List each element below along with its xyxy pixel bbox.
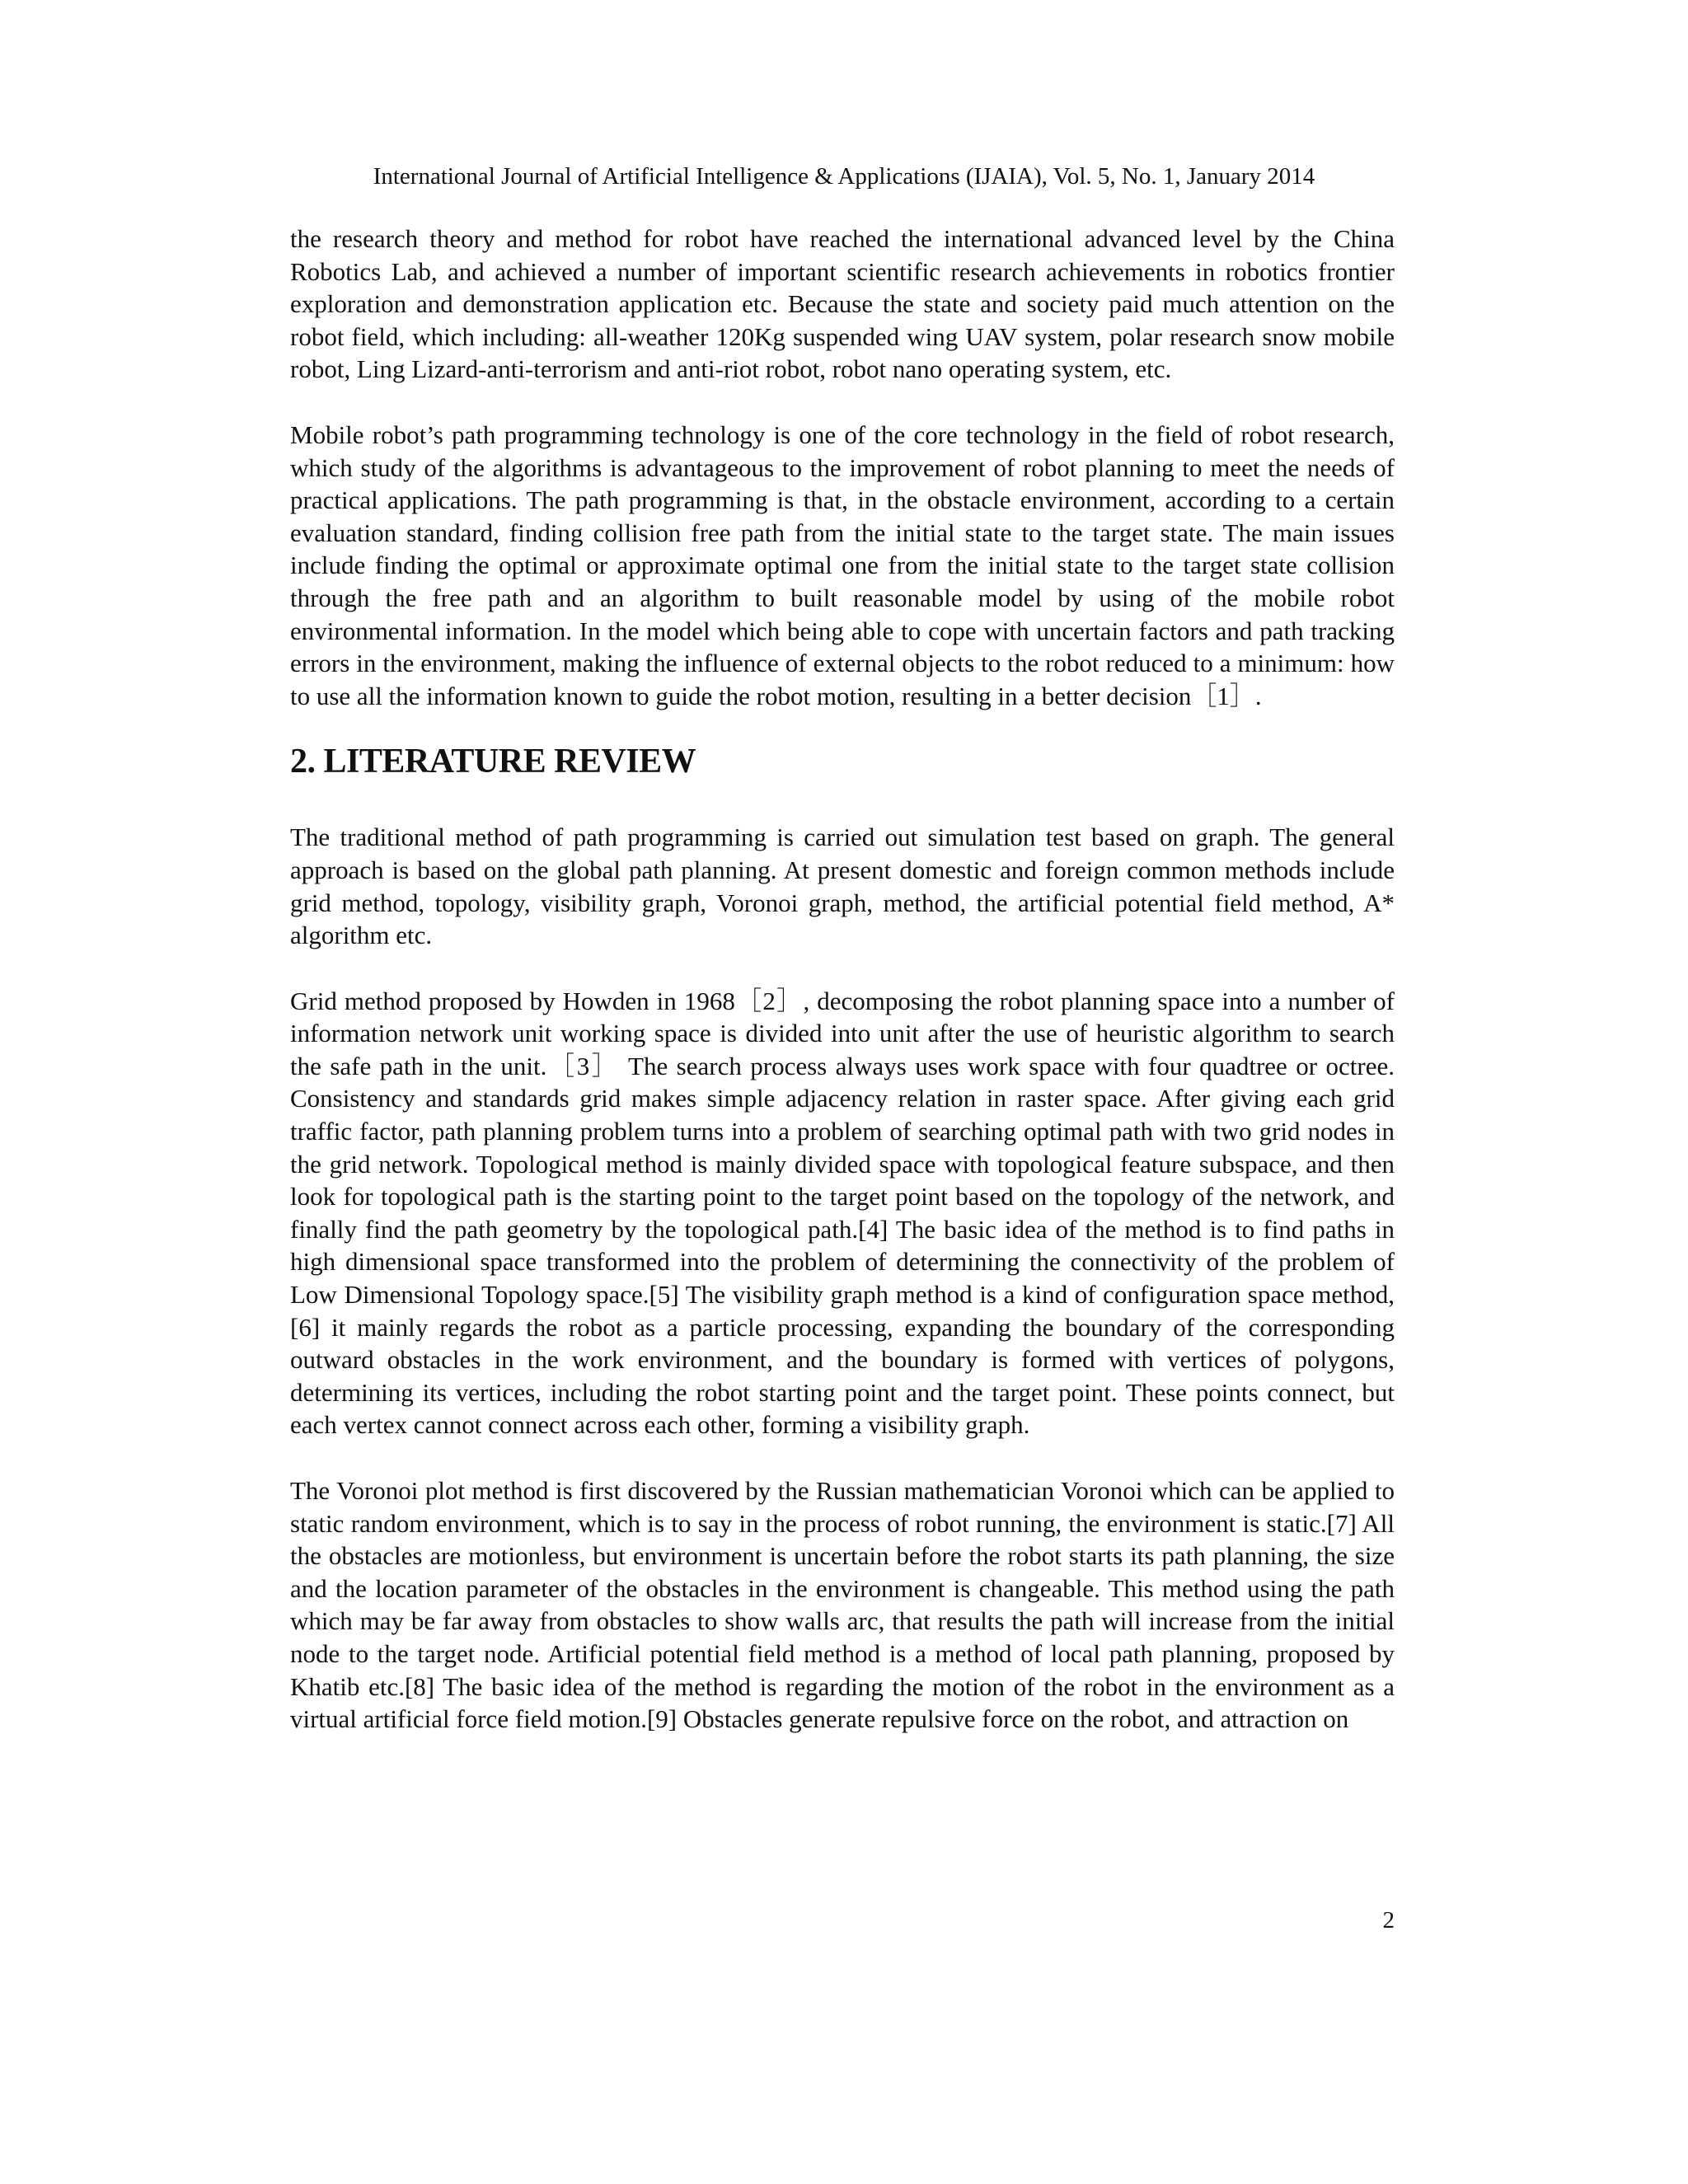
- paragraph-traditional-method: The traditional method of path programming is carried out simulation test based on graph. The general approach is based on the global path planning. At present domestic and foreign common methods include grid method, topology, visibility graph, Voronoi graph, method, the artificial potential field method, A* algorithm etc.: [290, 823, 1395, 950]
- paragraph-path-programming: Mobile robot’s path programming technology is one of the core technology in the field of robot research, which study of the algorithms is advantageous to the improvement of robot planning to meet the needs of practical applications. The path programming is that, in the obstacle environment, according to a certain evaluation standard, finding collision free path from the initial state to the target state. The main issues include finding the optimal or approximate optimal one from the initial state to the target state collision through the free path and an algorithm to built reasonable model by using of the mobile robot environmental information. In the model which being able to cope with uncertain factors and path tracking errors in the environment, making the influence of external objects to the robot reduced to a minimum: how to use all the information known to guide the robot motion, resulting in a better decision［1］.: [290, 419, 1395, 710]
- paragraph-voronoi-method: The Voronoi plot method is first discovered by the Russian mathematician Voronoi which can be applied to static random environment, which is to say in the process of robot running, the environment is static.[7] All the obstacles are motionless, but environment is uncertain before the robot starts its path planning, the size and the location parameter of the obstacles in the environment is changeable. This method using the path which may be far away from obstacles to show walls arc, that results the path will increase from the initial node to the target node. Artificial potential field method is a method of local path planning, proposed by Khatib etc.[8] The basic idea of the method is regarding the motion of the robot in the environment as a virtual artificial force field motion.[9] Obstacles generate repulsive force on the robot, and attraction on: [290, 1476, 1395, 1734]
- paragraph-gap: [290, 952, 1395, 985]
- paragraph-gap: [290, 781, 1395, 821]
- section-heading-literature-review: 2. LITERATURE REVIEW: [290, 743, 696, 781]
- paragraph-grid-method: Grid method proposed by Howden in 1968［2］, decomposing the robot planning space into a number of information network unit working space is divided into unit after the use of heuristic algorithm to search the safe path in the unit.［3］ The search process always uses work space with four quadtree or octree. Consistency and standards grid makes simple adjacency relation in raster space. After giving each grid traffic factor, path planning problem turns into a problem of searching optimal path with two grid nodes in the grid network. Topological method is mainly divided space with topological feature subspace, and then look for topological path is the starting point to the target point based on the topology of the network, and finally find the path geometry by the topological path.[4] The basic idea of the method is to find paths in high dimensional space transformed into the problem of determining the connectivity of the problem of Low Dimensional Topology space.[5] The visibility graph method is a kind of configuration space method,[6] it mainly regards the robot as a particle processing, expanding the boundary of the corresponding outward obstacles in the work environment, and the boundary is formed with vertices of polygons, determining its vertices, including the robot starting point and the target point. These points connect, but each vertex cannot connect across each other, forming a visibility graph.: [290, 986, 1395, 1440]
- paragraph-gap: [290, 712, 1395, 742]
- page-number: 2: [1382, 1907, 1395, 1933]
- body-column: [290, 223, 1395, 1736]
- running-header: International Journal of Artificial Intelligence & Applications (IJAIA), Vol. 5, No. 1, January 2014: [373, 163, 1315, 190]
- paragraph-robotics-lab: the research theory and method for robot have reached the international advanced level by the China Robotics Lab, and achieved a number of important scientific research achievements in robotics frontier exploration and demonstration application etc. Because the state and society paid much attention on the robot field, which including: all-weather 120Kg suspended wing UAV system, polar research snow mobile robot, Ling Lizard-anti-terrorism and anti-riot robot, robot nano operating system, etc.: [290, 224, 1395, 384]
- paragraph-gap: [290, 386, 1395, 419]
- paragraph-gap: [290, 1441, 1395, 1474]
